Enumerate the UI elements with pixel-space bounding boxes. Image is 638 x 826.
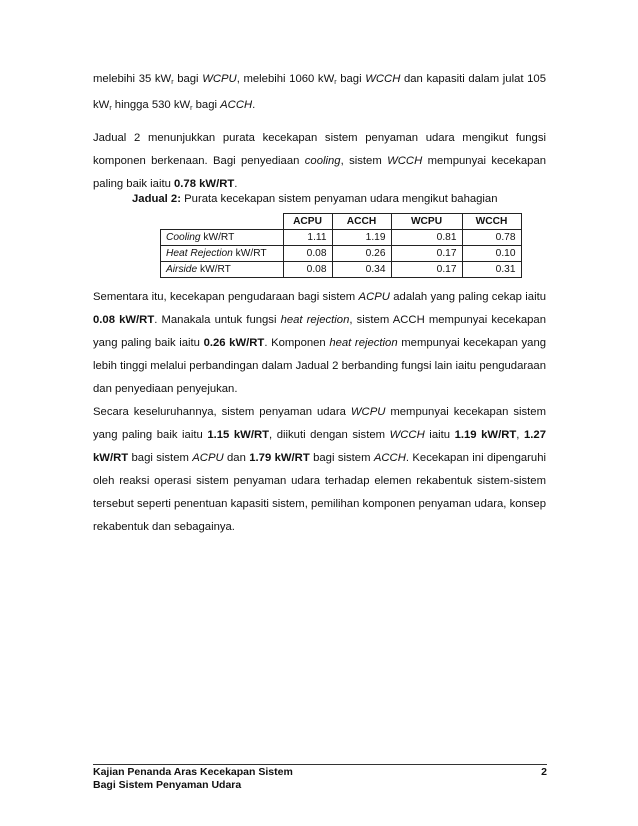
italic-run: WCCH bbox=[389, 429, 425, 441]
paragraph-capacity-range bbox=[93, 68, 546, 120]
text-run: bagi bbox=[192, 99, 221, 111]
text-run: . bbox=[234, 178, 238, 190]
bold-run: 0.26 kW/RT bbox=[203, 337, 265, 349]
table-cell: 0.17 bbox=[391, 262, 462, 278]
table-header-wcpu: WCPU bbox=[391, 214, 462, 230]
text-run: adalah yang paling cekap iaitu bbox=[389, 291, 547, 303]
italic-run: ACPU bbox=[192, 452, 224, 464]
bold-run: 1.27 kW/RT bbox=[93, 429, 546, 464]
text-run: . Kecekapan ini dipengaruhi oleh reaksi operasi sistem penyaman udara terhadap elemen rekabentuk sistem-sistem tersebut seperti penentuan kapasiti sistem, pemilihan komponen penyaman udara, konsep rekabentuk dan sebagainya. bbox=[93, 452, 546, 533]
text-run: melebihi 35 kW bbox=[93, 73, 172, 85]
italic-run: ACCH bbox=[373, 452, 406, 464]
bold-run: 1.19 kW/RT bbox=[454, 429, 517, 441]
subscript: r bbox=[171, 79, 174, 86]
table-header-acpu: ACPU bbox=[283, 214, 332, 230]
text-run: mempunyai kecekapan yang lebih tinggi melalui perbandingan dalam Jadual 2 berbanding fungsi lain iaitu pengudaraan dan penyediaan penyejukan. bbox=[93, 337, 547, 395]
page-number: 2 bbox=[541, 766, 547, 778]
bold-run: 1.15 kW/RT bbox=[207, 429, 270, 441]
text-run: Sementara itu, kecekapan pengudaraan bagi sistem bbox=[93, 291, 359, 303]
table-header-wcch: WCCH bbox=[462, 214, 521, 230]
text-run: . Komponen bbox=[264, 337, 330, 349]
subscript: r bbox=[190, 105, 193, 112]
bold-run: 1.79 kW/RT bbox=[249, 452, 310, 464]
text-run: iaitu bbox=[424, 429, 455, 441]
paragraph-overall-efficiency bbox=[93, 401, 546, 539]
row-label bbox=[161, 262, 284, 278]
text-run: mempunyai kecekapan paling baik iaitu bbox=[93, 155, 547, 190]
table-caption-label: Jadual 2: bbox=[132, 193, 181, 205]
table-row bbox=[161, 230, 522, 246]
efficiency-table bbox=[160, 213, 522, 278]
table-header-blank bbox=[161, 214, 284, 230]
italic-run: WCCH bbox=[365, 73, 401, 85]
italic-run: ACCH bbox=[220, 99, 253, 111]
text-run: bagi bbox=[336, 73, 366, 85]
row-label bbox=[161, 246, 284, 262]
italic-run: WCCH bbox=[387, 155, 423, 167]
text-run: . bbox=[252, 99, 256, 111]
paragraph-cooling-efficiency bbox=[93, 127, 546, 196]
bold-run: 0.08 kW/RT bbox=[93, 314, 155, 326]
footer-title-line2: Bagi Sistem Penyaman Udara bbox=[93, 779, 242, 791]
table-cell: 0.81 bbox=[391, 230, 462, 246]
text-run: bagi sistem bbox=[128, 452, 193, 464]
row-label-italic: Heat Rejection bbox=[166, 248, 233, 259]
text-run: mempunyai kecekapan sistem yang paling baik iaitu bbox=[93, 406, 546, 441]
row-label-unit: kW/RT bbox=[200, 232, 235, 243]
text-run: , sistem bbox=[340, 155, 388, 167]
text-run: , diikuti dengan sistem bbox=[269, 429, 390, 441]
row-label-italic: Airside bbox=[166, 264, 198, 275]
subscript: r bbox=[334, 79, 337, 86]
text-run: hingga 530 kW bbox=[111, 99, 191, 111]
table-cell: 0.34 bbox=[332, 262, 391, 278]
table-caption-text: Purata kecekapan sistem penyaman udara mengikut bahagian bbox=[180, 193, 498, 205]
table-cell: 0.17 bbox=[391, 246, 462, 262]
footer-divider bbox=[93, 764, 547, 765]
text-run: Jadual 2 menunjukkan purata kecekapan sistem penyaman udara mengikut fungsi komponen berkenaan. Bagi penyediaan bbox=[93, 132, 546, 167]
table-cell: 1.11 bbox=[283, 230, 332, 246]
table-header-acch: ACCH bbox=[332, 214, 391, 230]
italic-run: cooling bbox=[304, 155, 341, 167]
italic-run: heat rejection bbox=[329, 337, 398, 349]
italic-run: WCPU bbox=[202, 73, 237, 85]
table-cell: 0.08 bbox=[283, 246, 332, 262]
footer-title bbox=[93, 766, 293, 792]
row-label-italic: Cooling bbox=[166, 232, 201, 243]
row-label-unit: kW/RT bbox=[232, 248, 267, 259]
paragraph-ventilation-efficiency bbox=[93, 286, 546, 401]
text-run: , sistem ACCH mempunyai kecekapan yang paling baik iaitu bbox=[93, 314, 546, 349]
table-cell: 0.26 bbox=[332, 246, 391, 262]
text-run: . Manakala untuk fungsi bbox=[154, 314, 281, 326]
text-run: Secara keseluruhannya, sistem penyaman udara bbox=[93, 406, 351, 418]
bold-run: 0.78 kW/RT bbox=[174, 178, 235, 190]
row-label-unit: kW/RT bbox=[197, 264, 231, 275]
text-run: , melebihi 1060 kW bbox=[236, 73, 335, 85]
row-label bbox=[161, 230, 284, 246]
table-cell: 0.10 bbox=[462, 246, 521, 262]
text-run: dan bbox=[223, 452, 250, 464]
italic-run: ACPU bbox=[358, 291, 390, 303]
table-cell: 0.08 bbox=[283, 262, 332, 278]
text-run: , bbox=[516, 429, 524, 441]
table-header-row bbox=[161, 214, 522, 230]
footer-title-line1: Kajian Penanda Aras Kecekapan Sistem bbox=[93, 766, 293, 778]
subscript: r bbox=[109, 105, 112, 112]
text-run: dan kapasiti dalam julat 105 kW bbox=[93, 73, 547, 111]
table-cell: 0.31 bbox=[462, 262, 521, 278]
table-caption bbox=[132, 191, 498, 207]
italic-run: WCPU bbox=[350, 406, 386, 418]
table-cell: 1.19 bbox=[332, 230, 391, 246]
table-row bbox=[161, 262, 522, 278]
italic-run: heat rejection bbox=[280, 314, 350, 326]
table-row bbox=[161, 246, 522, 262]
text-run: bagi sistem bbox=[309, 452, 374, 464]
text-run: bagi bbox=[173, 73, 203, 85]
table-cell: 0.78 bbox=[462, 230, 521, 246]
